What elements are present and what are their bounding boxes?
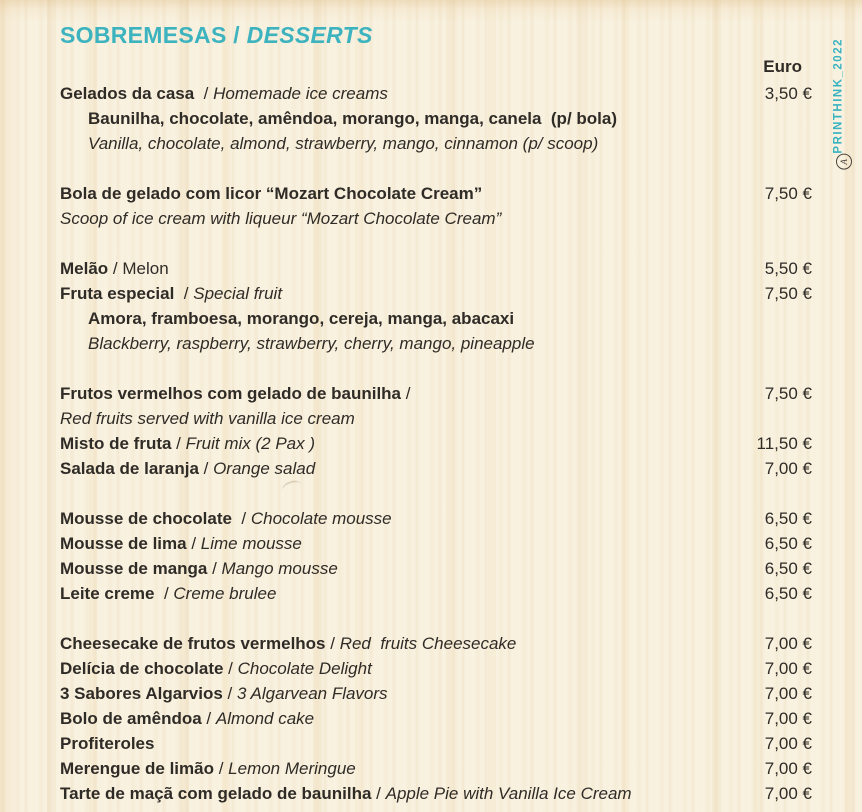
menu-item-segment-bold: Frutos vermelhos com gelado de baunilha [60,384,402,403]
menu-item-segment-italic: Chocolate mousse [250,509,392,528]
menu-item-row [60,131,812,156]
menu-item-segment-regular: / [207,559,222,578]
menu-item-row [60,431,812,456]
menu-item-segment-bold: Delícia de chocolate [60,659,224,678]
menu-item-row [60,206,812,231]
menu-item-text [60,581,726,606]
menu-item-row [60,106,812,131]
watermark-printhink [825,38,852,170]
menu-item-row [60,331,812,356]
menu-item-price: 7,50 € [764,284,812,303]
menu-item-text [60,706,726,731]
menu-item-segment-italic: Fruit mix (2 Pax ) [185,434,316,453]
menu-item-text [60,781,726,806]
menu-item-segment-regular: / [231,509,251,528]
menu-item-price: 5,50 € [764,259,812,278]
menu-item-segment-italic: Lemon Meringue [228,759,356,778]
menu-item-price: 7,50 € [764,384,812,403]
menu-item-row [60,181,812,206]
menu-item-row [60,706,812,731]
menu-item-row [60,256,812,281]
menu-item-row [60,406,812,431]
menu-item-price: 3,50 € [764,84,812,103]
menu-item-text [60,756,726,781]
menu-item-row [60,681,812,706]
menu-item-segment-italic: Orange salad [213,459,316,478]
menu-item-segment-bold: Bolo de amêndoa [60,709,202,728]
menu-item-price: 7,00 € [764,784,812,803]
menu-item-segment-italic: Vanilla, chocolate, almond, strawberry, mango, cinnamon (p/ scoop) [88,134,599,153]
menu-item-segment-bold: Mousse de manga [60,559,208,578]
menu-item-row [60,456,812,481]
menu-item-price: 7,00 € [764,634,812,653]
menu-item-text [60,406,726,431]
menu-item-segment-bold: Profiteroles [60,734,155,753]
menu-item-price: 6,50 € [764,509,812,528]
menu-item-text [60,331,726,356]
menu-item-segment-regular: / [201,709,216,728]
menu-section [60,181,812,231]
menu-item-text [60,631,726,656]
menu-item-segment-bold: Baunilha, chocolate, amêndoa, morango, manga, canela (p/ bola) [88,109,617,128]
menu-item-row [60,381,812,406]
menu-item-price: 6,50 € [764,584,812,603]
menu-section [60,381,812,481]
menu-item-segment-regular: / [194,84,214,103]
menu-item-segment-regular: / Melon [108,259,169,278]
menu-item-segment-regular: / [325,634,340,653]
menu-item-row [60,631,812,656]
menu-item-price: 7,00 € [764,759,812,778]
menu-item-segment-regular: / [223,659,238,678]
page-title-en: DESSERTS [246,22,373,48]
page-title [60,20,812,50]
menu-item-text [60,381,726,406]
printhink-logo-glyph: A [839,158,849,165]
menu-item-text [60,306,726,331]
menu-item-row [60,506,812,531]
menu-item-price: 7,00 € [764,734,812,753]
menu-item-text [60,181,726,206]
printhink-logo-icon [836,154,852,170]
menu-item-segment-bold: Merengue de limão [60,759,214,778]
page-title-separator: / [226,22,247,48]
menu-item-text [60,531,726,556]
menu-item-price: 6,50 € [764,559,812,578]
menu-item-text [60,131,726,156]
menu-item-segment-bold: Leite creme [60,584,155,603]
menu-item-segment-regular: / [222,684,237,703]
menu-item-row [60,756,812,781]
menu-item-segment-regular: / [171,434,186,453]
menu-item-segment-italic: Red fruits Cheesecake [339,634,517,653]
page-title-pt: SOBREMESAS [60,22,227,48]
menu-item-row [60,281,812,306]
menu-section [60,256,812,356]
menu-item-text [60,281,726,306]
menu-item-price: 7,50 € [764,184,812,203]
menu-item-price: 11,50 € [756,434,812,453]
menu-item-text [60,656,726,681]
menu-section [60,506,812,606]
menu-item-text [60,431,726,456]
menu-item-segment-regular: / [401,384,411,403]
watermark-text: PRINTHINK_2022 [832,38,845,154]
menu-item-text [60,731,726,756]
menu-item-segment-italic: Homemade ice creams [213,84,388,103]
menu-item-segment-italic: Special fruit [193,284,283,303]
menu-item-row [60,81,812,106]
menu-item-segment-bold: Amora, framboesa, morango, cereja, manga, abacaxi [88,309,515,328]
menu-item-segment-bold: Mousse de lima [60,534,187,553]
menu-content [60,20,812,806]
currency-header: Euro [763,57,802,76]
menu-item-text [60,506,726,531]
menu-item-row [60,556,812,581]
menu-item-segment-bold: Bola de gelado com licor “Mozart Chocolate Cream” [60,184,483,203]
menu-item-row [60,306,812,331]
menu-item-segment-bold: Gelados da casa [60,84,195,103]
menu-item-segment-bold: Melão [60,259,109,278]
menu-item-price: 7,00 € [764,709,812,728]
menu-item-segment-bold: Cheesecake de frutos vermelhos [60,634,326,653]
menu-item-price: 6,50 € [764,534,812,553]
menu-item-segment-regular: / [213,759,229,778]
menu-item-text [60,81,726,106]
menu-item-segment-regular: / [186,534,201,553]
menu-item-segment-bold: Tarte de maçã com gelado de baunilha [60,784,372,803]
menu-item-segment-regular: / [154,584,174,603]
menu-item-row [60,531,812,556]
menu-item-segment-italic: Red fruits served with vanilla ice cream [60,409,355,428]
menu-item-segment-italic: Mango mousse [221,559,338,578]
menu-item-segment-regular: / [174,284,194,303]
menu-section [60,81,812,156]
menu-item-segment-italic: Blackberry, raspberry, strawberry, cherry, mango, pineapple [88,334,535,353]
menu-item-row [60,731,812,756]
menu-item-price: 7,00 € [764,659,812,678]
menu-item-segment-bold: Fruta especial [60,284,175,303]
menu-item-segment-regular: / [371,784,386,803]
menu-item-text [60,556,726,581]
menu-item-text [60,256,726,281]
menu-item-segment-italic: Scoop of ice cream with liqueur “Mozart Chocolate Cream” [60,209,502,228]
menu-item-segment-italic: Almond cake [215,709,315,728]
menu-item-segment-italic: Apple Pie with Vanilla Ice Cream [385,784,632,803]
menu-item-segment-bold: Misto de fruta [60,434,172,453]
menu-item-segment-bold: 3 Sabores Algarvios [60,684,223,703]
menu-item-text [60,681,726,706]
menu-item-text [60,206,726,231]
menu-section [60,631,812,806]
menu-item-text [60,106,726,131]
menu-groups [60,81,812,806]
menu-item-price: 7,00 € [764,459,812,478]
currency-header-row [60,54,812,79]
menu-item-price: 7,00 € [764,684,812,703]
menu-item-segment-italic: Creme brulee [173,584,277,603]
menu-item-segment-regular: / [198,459,214,478]
menu-item-row [60,581,812,606]
menu-item-segment-bold: Mousse de chocolate [60,509,232,528]
menu-item-segment-bold: Salada de laranja [60,459,199,478]
menu-item-segment-italic: Lime mousse [200,534,302,553]
menu-item-segment-italic: 3 Algarvean Flavors [237,684,388,703]
menu-item-text [60,456,726,481]
menu-item-row [60,656,812,681]
menu-item-segment-italic: Chocolate Delight [237,659,372,678]
menu-item-row [60,781,812,806]
